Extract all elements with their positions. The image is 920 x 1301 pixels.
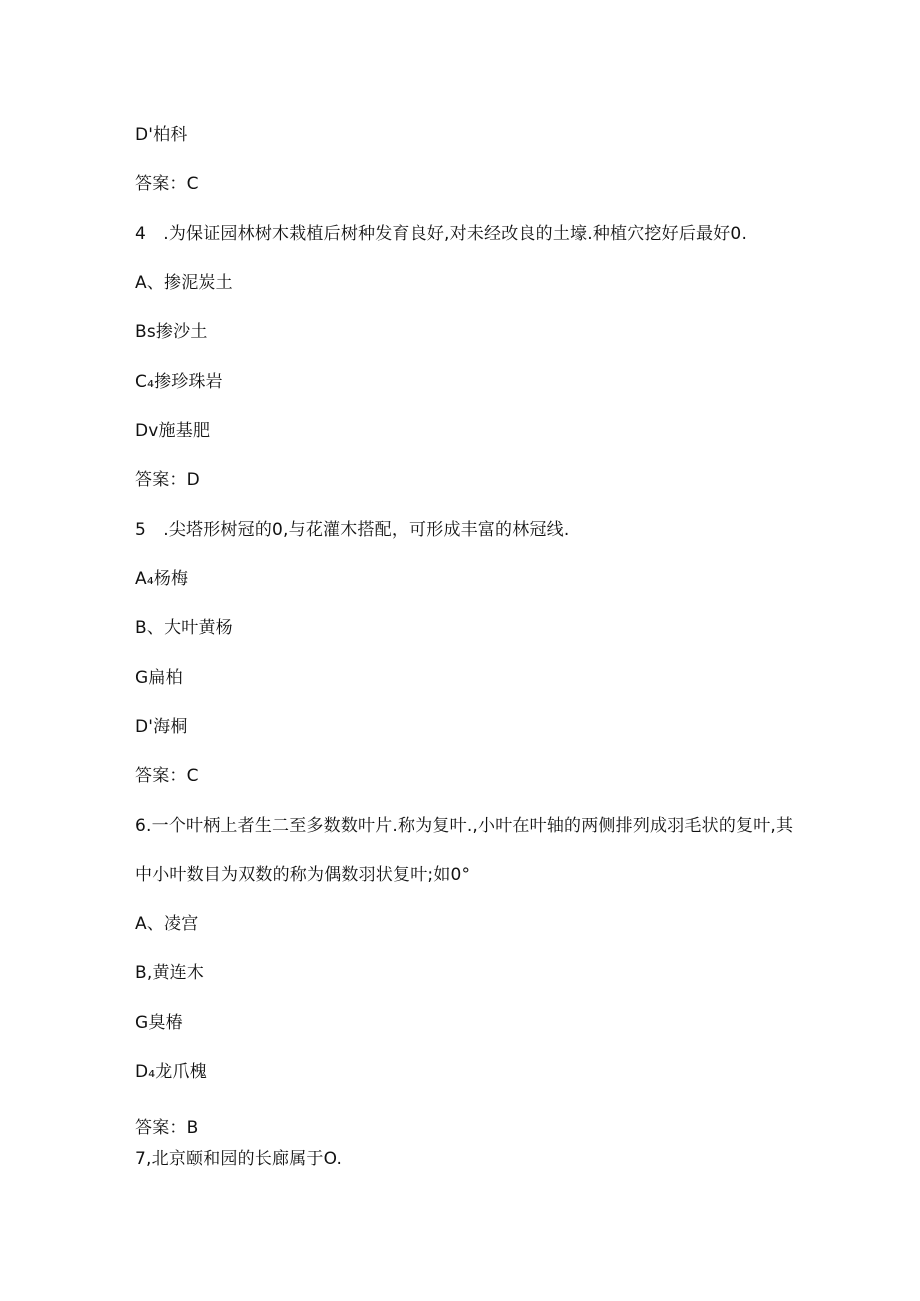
answer: 答案：C (135, 174, 199, 194)
answer: 答案：B (135, 1118, 199, 1138)
option-d: Dv施基肥 (135, 421, 211, 441)
option-d: D'柏科 (135, 125, 188, 145)
option-a: A₄杨梅 (135, 569, 189, 589)
option-b: B,黄连木 (135, 963, 205, 983)
option-b: B、大叶黄杨 (135, 618, 233, 638)
answer: 答案：D (135, 470, 200, 490)
question-6: 6.一个叶柄上者生二至多数数叶片.称为复叶.,小叶在叶轴的两侧排列成羽毛状的复叶,其 (135, 816, 794, 836)
option-d: D₄龙爪槐 (135, 1062, 207, 1082)
option-c: C₄掺珍珠岩 (135, 372, 223, 392)
question-4: 4 .为保证园林树木栽植后树种发育良好,对未经改良的土壕.种植穴挖好后最好0. (135, 224, 748, 244)
option-a: A、掺泥炭土 (135, 273, 233, 293)
option-c: G臭椿 (135, 1013, 183, 1033)
option-c: G扁柏 (135, 668, 183, 688)
option-a: A、凌宫 (135, 914, 199, 934)
answer: 答案：C (135, 766, 199, 786)
option-d: D'海桐 (135, 717, 188, 737)
question-7: 7,北京颐和园的长廊属于O. (135, 1149, 343, 1169)
question-6-continued: 中小叶数目为双数的称为偶数羽状复叶;如0° (135, 865, 471, 885)
option-b: Bs掺沙土 (135, 322, 208, 342)
question-5: 5 .尖塔形树冠的0,与花灌木搭配，可形成丰富的林冠线. (135, 520, 570, 540)
